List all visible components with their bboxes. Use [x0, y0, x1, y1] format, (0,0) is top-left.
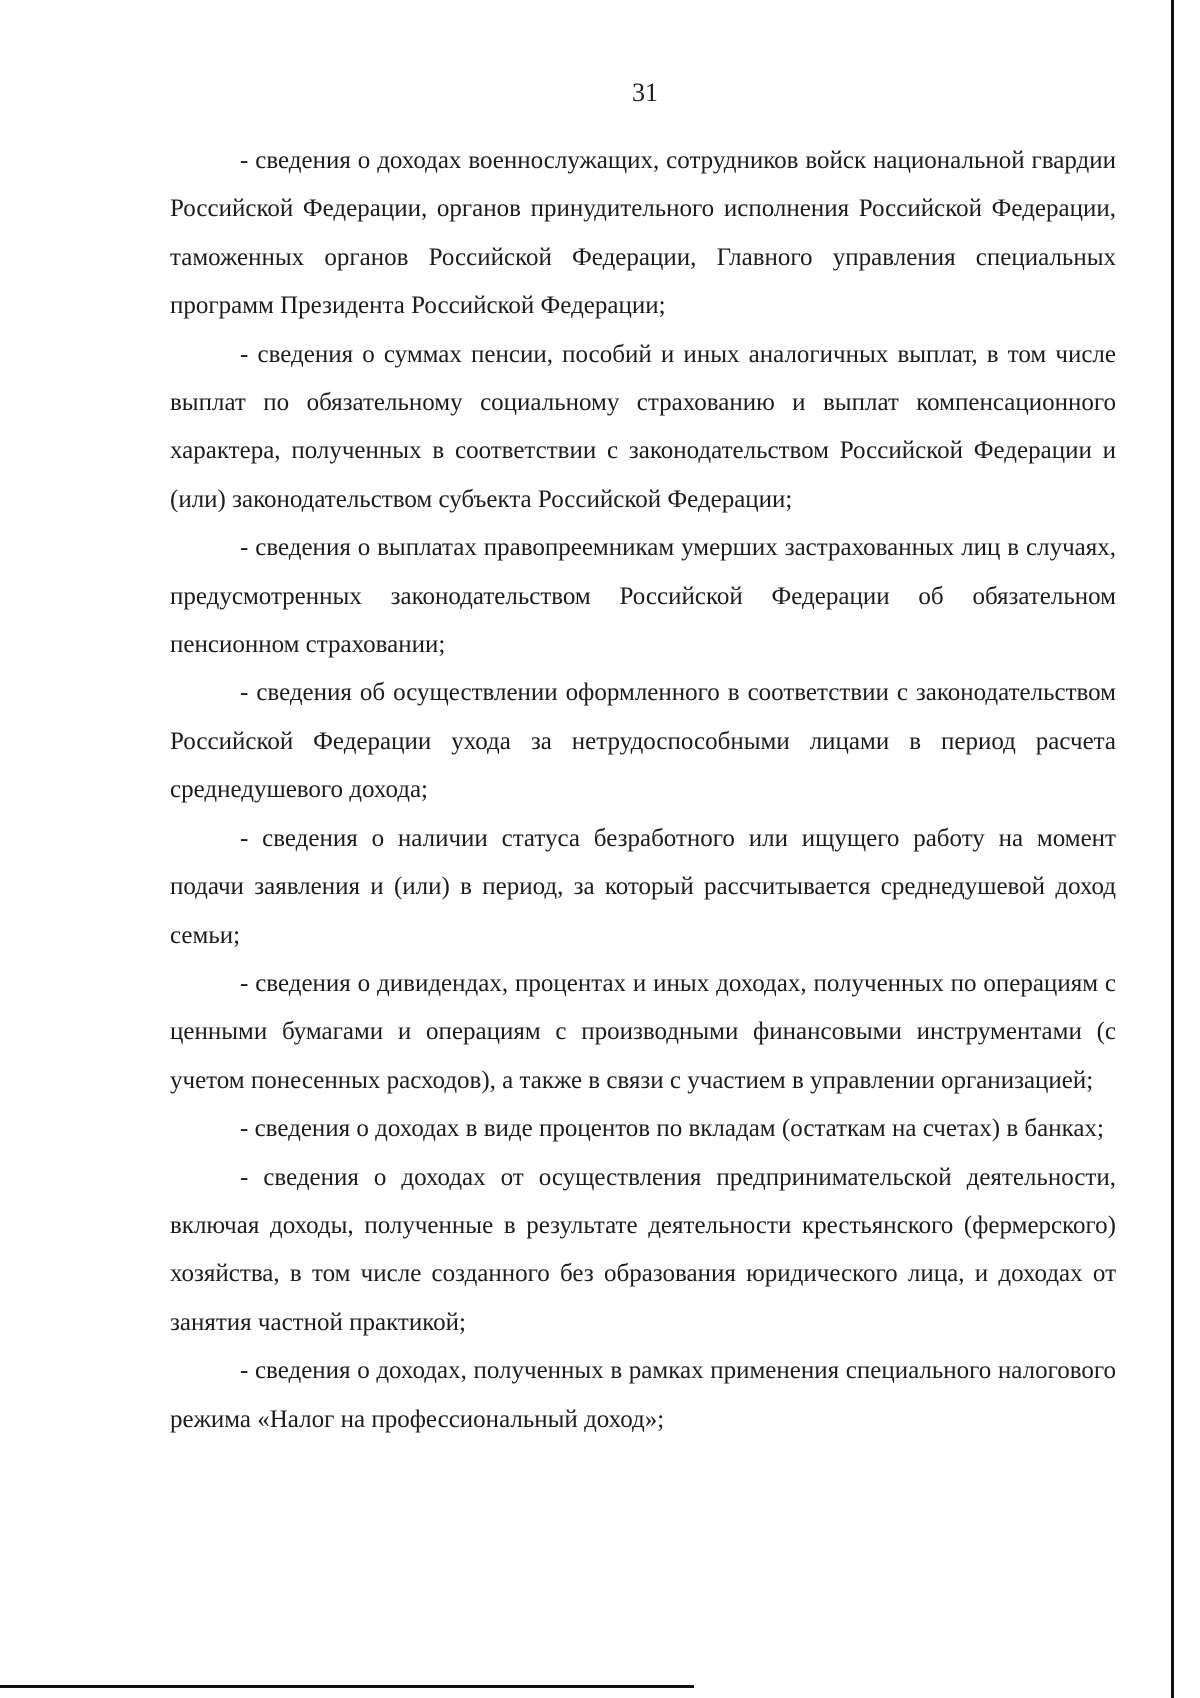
paragraph-deposit-interest: - сведения о доходах в виде процентов по вкладам (остаткам на счетах) в банках;	[240, 1115, 1104, 1143]
paragraph-successor-payments: - сведения о выплатах правопреемникам умерших застрахованных лиц в случаях, предусмотренных законодательством Российской Федерации об обязательном пенсионном страховании;	[170, 534, 1116, 659]
document-body	[170, 137, 1116, 1444]
page-number: 31	[632, 78, 658, 107]
paragraph-military-income: - сведения о доходах военнослужащих, сотрудников войск национальной гвардии Российской Федерации, органов принудительного исполнения Российской Федерации, таможенных органов Российской Федерации, Главного управления специальных программ Президента Российской Федерации;	[170, 147, 1116, 320]
scan-right-border	[1171, 0, 1174, 1698]
scan-bottom-border	[0, 1685, 694, 1688]
paragraph-unemployed-status: - сведения о наличии статуса безработного или ищущего работу на момент подачи заявления и (или) в период, за который рассчитывается среднедушевой доход семьи;	[170, 824, 1116, 949]
paragraph-professional-tax: - сведения о доходах, полученных в рамках применения специального налогового режима «Налог на профессиональный доход»;	[170, 1357, 1116, 1433]
paragraph-pension-benefits: - сведения о суммах пенсии, пособий и иных аналогичных выплат, в том числе выплат по обязательному социальному страхованию и выплат компенсационного характера, полученных в соответствии с законодательством Российской Федерации и (или) законодательством субъекта Российской Федерации;	[170, 340, 1116, 513]
paragraph-dividends: - сведения о дивидендах, процентах и иных доходах, полученных по операциям с ценными бумагами и операциям с производными финансовыми инструментами (с учетом понесенных расходов), а также в связи с участием в управлении организацией;	[170, 969, 1116, 1094]
paragraph-business-income: - сведения о доходах от осуществления предпринимательской деятельности, включая доходы, полученные в результате деятельности крестьянского (фермерского) хозяйства, в том числе созданного без образования юридического лица, и доходах от занятия частной практикой;	[170, 1163, 1116, 1336]
paragraph-care-disabled: - сведения об осуществлении оформленного в соответствии с законодательством Российской Федерации ухода за нетрудоспособными лицами в период расчета среднедушевого дохода;	[170, 679, 1116, 804]
